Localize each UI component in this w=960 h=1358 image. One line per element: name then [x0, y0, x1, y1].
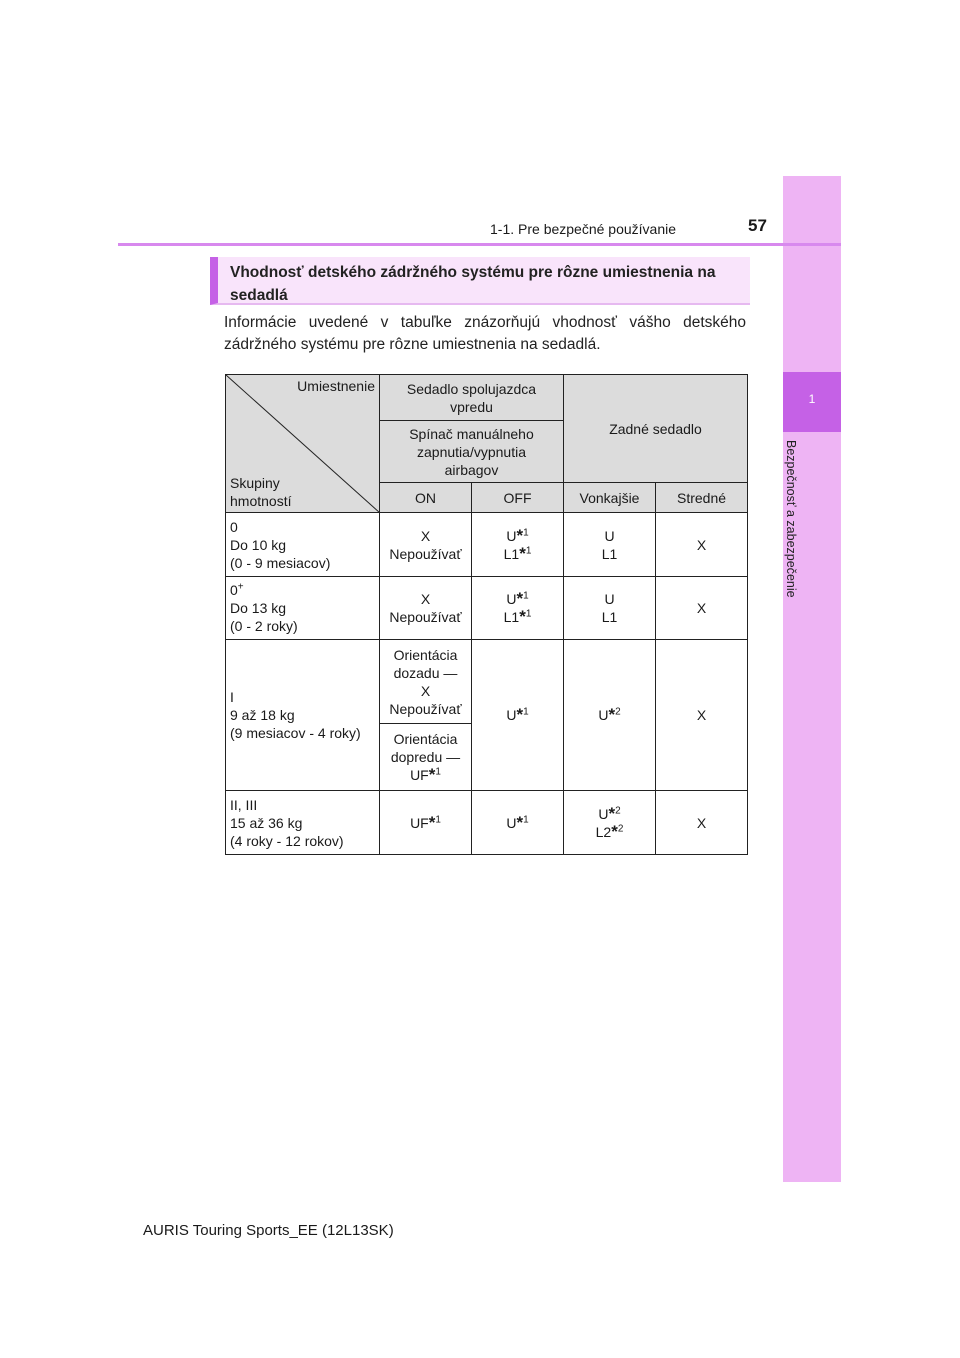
cell-on: UF*$^1$ — [380, 791, 472, 855]
group-cell: 0+ Do 13 kg (0 - 2 roky) — [226, 577, 380, 640]
footer-model: AURIS Touring Sports_EE (12L13SK) — [143, 1222, 394, 1239]
group-cell: II, III 15 až 36 kg (4 roky - 12 rokov) — [226, 791, 380, 855]
chapter-number: 1 — [808, 392, 816, 406]
child-seat-table — [225, 374, 748, 855]
header-airbag-switch: Spínač manuálneho zapnutia/vypnutia airbagov — [380, 421, 564, 483]
cell-outer: U*$^2$ — [564, 640, 656, 791]
cell-off: U*$^1$ — [472, 791, 564, 855]
header-front-seat: Sedadlo spolujazdca vpredu — [380, 375, 564, 421]
table-row — [226, 791, 748, 855]
cell-on-rear-facing: Orientácia dozadu — X Nepoužívať — [380, 640, 472, 724]
group-cell: 0 Do 10 kg (0 - 9 mesiacov) — [226, 513, 380, 577]
header-off: OFF — [472, 483, 564, 513]
cell-on-forward-facing: Orientácia dopredu — UF*$^1$ — [380, 724, 472, 791]
cell-outer: U L1 — [564, 577, 656, 640]
cell-center: X — [656, 513, 748, 577]
corner-label-location: Umiestnenie — [297, 378, 375, 394]
cell-off: U*$^1$ L1*$^1$ — [472, 577, 564, 640]
cell-on: X Nepoužívať — [380, 513, 472, 577]
page-number: 57 — [748, 216, 767, 235]
section-title: 1-1. Pre bezpečné používanie — [490, 221, 677, 237]
cell-center: X — [656, 577, 748, 640]
cell-outer: U*$^2$ L2*$^2$ — [564, 791, 656, 855]
header-rear-seat: Zadné sedadlo — [564, 375, 748, 483]
table-row — [226, 513, 748, 577]
group-cell: I 9 až 18 kg (9 mesiacov - 4 roky) — [226, 640, 380, 791]
header-on: ON — [380, 483, 472, 513]
corner-label-groups: Skupiny hmotností — [230, 475, 292, 509]
header-outer: Vonkajšie — [564, 483, 656, 513]
cell-outer: U L1 — [564, 513, 656, 577]
chapter-label: Bezpečnosť a zabezpečenie — [784, 440, 798, 598]
cell-center: X — [656, 640, 748, 791]
table-row — [226, 640, 748, 724]
cell-off: U*$^1$ L1*$^1$ — [472, 513, 564, 577]
intro-paragraph: Informácie uvedené v tabuľke znázorňujú vhodnosť vášho detského zádržného systému pre rôzne umiestnenia na sedadlá. — [224, 314, 746, 353]
header-center: Stredné — [656, 483, 748, 513]
header-rule — [118, 243, 841, 246]
section-heading: Vhodnosť detského zádržného systému pre rôzne umiestnenia na sedadlá — [230, 264, 716, 304]
cell-center: X — [656, 791, 748, 855]
cell-on: X Nepoužívať — [380, 577, 472, 640]
table-row — [226, 577, 748, 640]
section-heading-box — [210, 257, 750, 305]
table-corner-cell — [226, 375, 380, 513]
cell-off: U*$^1$ — [472, 640, 564, 791]
